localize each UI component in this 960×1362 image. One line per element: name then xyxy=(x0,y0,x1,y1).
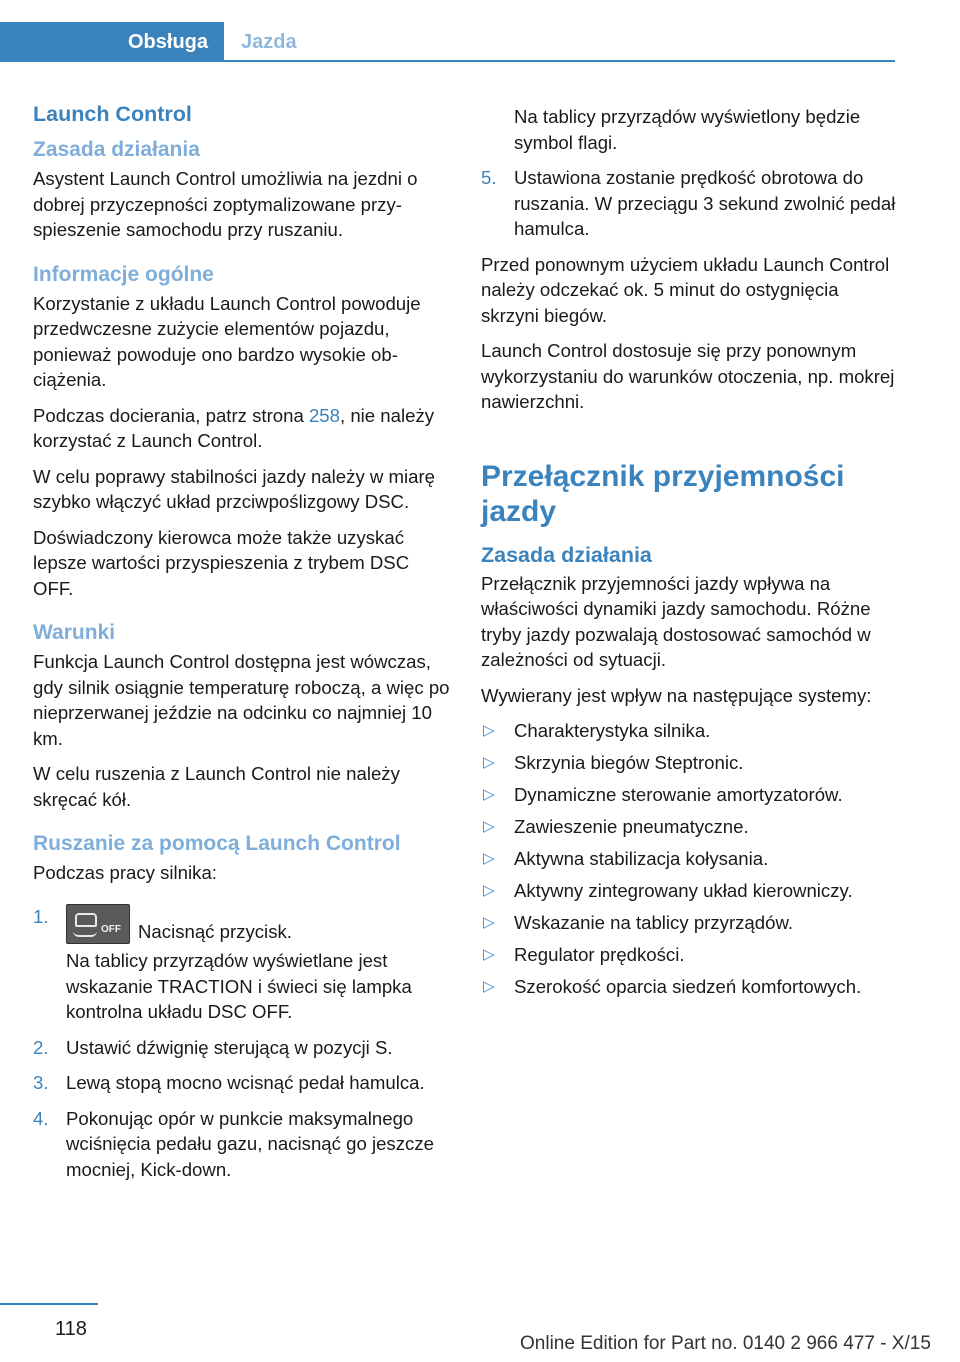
bullet-text: Zawieszenie pneumatyczne. xyxy=(514,816,749,837)
subheading-zasada: Zasada działania xyxy=(33,138,200,161)
paragraph: Doświadczony kierowca może także uzyskać lepsze wartości przyspieszenia z trybem DSC OFF. xyxy=(33,526,410,599)
step-text: Ustawić dźwignię sterującą w pozycji S. xyxy=(66,1036,393,1058)
list-item xyxy=(481,814,901,840)
step-text: Nacisnąć przycisk. xyxy=(138,920,292,942)
step-text: Lewą stopą mocno wcisnąć pedał hamulca. xyxy=(66,1072,425,1093)
tab-obsluga[interactable]: Obsługa xyxy=(0,22,224,62)
paragraph: Przełącznik przyjemności jazdy wpływa na właściwości dynamiki jazdy samochodu. Różne tryby jazdy pozwalają dostosować samochód w zależności od sytuacji. xyxy=(481,572,871,670)
list-item xyxy=(481,750,901,776)
left-column xyxy=(33,100,453,1192)
paragraph: Przed ponownym użyciem układu Launch Control należy odczekać ok. 5 minut do ostygnięcia skrzyni biegów. xyxy=(481,253,890,326)
subheading-warunki: Warunki xyxy=(33,621,116,644)
subheading-zasada-right: Zasada działania xyxy=(481,542,652,567)
subheading-informacje: Informacje ogólne xyxy=(33,262,214,286)
list-item xyxy=(33,1070,453,1096)
bullet-text: Szerokość oparcia siedzeń komfortowych. xyxy=(514,976,862,997)
step-number: 5. xyxy=(481,167,497,188)
triangle-bullet-icon: ▷ xyxy=(483,914,495,931)
footer-rule xyxy=(0,1303,98,1305)
step-text: Na tablicy przyrządów wyświetlony będzie symbol flagi. xyxy=(514,106,861,153)
triangle-bullet-icon: ▷ xyxy=(483,882,495,899)
bullet-text: Charakterystyka silnika. xyxy=(514,720,711,741)
list-item xyxy=(481,878,901,904)
list-item xyxy=(33,1035,453,1061)
bullet-text: Aktywna stabilizacja kołysania. xyxy=(514,848,769,869)
off-label: OFF xyxy=(101,923,121,935)
list-item xyxy=(481,846,901,872)
triangle-bullet-icon: ▷ xyxy=(483,978,495,995)
paragraph: Korzystanie z układu Launch Control powoduje przedwczesne zużycie elementów pojazdu, ponieważ powoduje ono bardzo wysokie obciążenia. xyxy=(33,292,421,390)
list-item xyxy=(481,782,901,808)
right-column xyxy=(481,104,901,1006)
skid-icon xyxy=(73,929,97,937)
list-item xyxy=(33,1106,453,1183)
step-number: 4. xyxy=(33,1107,49,1129)
triangle-bullet-icon: ▷ xyxy=(483,754,495,771)
triangle-bullet-icon: ▷ xyxy=(483,946,495,963)
footer-edition: Online Edition for Part no. 0140 2 966 477 - X/15 xyxy=(520,1333,931,1354)
paragraph: W celu poprawy stabilności jazdy należy w miarę szybko włączyć układ przciwpoślizgowy DSC. xyxy=(33,465,435,512)
paragraph: Funkcja Launch Control dostępna jest wówczas, gdy silnik osiągnie temperaturę roboczą, a więc po nieprzerwanej jeździe na odcinku co najmniej 10 km. xyxy=(33,651,450,749)
page-link-258[interactable]: 258 xyxy=(308,404,340,426)
step-text: Pokonując opór w punkcie maksymalnego wciśnięcia pedału gazu, nacisnąć go jeszcze mocniej, Kick-down. xyxy=(66,1107,434,1180)
list-item xyxy=(481,104,901,155)
triangle-bullet-icon: ▷ xyxy=(483,786,495,803)
list-item xyxy=(481,165,901,242)
bullet-text: Skrzynia biegów Steptronic. xyxy=(514,752,744,773)
step-number: 3. xyxy=(33,1072,49,1093)
steps-list-continued xyxy=(481,104,901,242)
triangle-bullet-icon: ▷ xyxy=(483,722,495,739)
list-item xyxy=(33,904,453,1025)
text: Podczas docierania, patrz strona xyxy=(33,404,309,426)
step-number: 2. xyxy=(33,1036,49,1058)
chapter-title: Przełącznik przyjemności jazdy xyxy=(481,459,845,528)
paragraph-with-link xyxy=(33,403,453,454)
text: , nie należy korzystać z Launch Control. xyxy=(33,404,435,451)
step-text: Ustawiona zostanie prędkość obrotowa do ruszania. W przeciągu 3 sekund zwolnić pedał hamulca. xyxy=(514,167,896,239)
paragraph: Asystent Launch Control umożliwia na jezdni o dobrej przyczepności zoptymalizowane przyspieszenie samochodu przy ruszaniu. xyxy=(33,168,418,240)
triangle-bullet-icon: ▷ xyxy=(483,850,495,867)
section-heading-launch-control: Launch Control xyxy=(33,102,192,126)
paragraph: Podczas pracy silnika: xyxy=(33,862,217,883)
subheading-ruszanie: Ruszanie za pomocą Launch Control xyxy=(33,832,401,855)
step-number: 1. xyxy=(33,905,49,927)
header-tabs xyxy=(0,22,895,62)
tab-underline xyxy=(224,60,895,62)
bullet-list xyxy=(481,718,901,1000)
step-note: Na tablicy przyrządów wyświetlane jest wskazanie TRACTION i świeci się lampka kontrolna układu DSC OFF. xyxy=(66,950,412,1022)
list-item xyxy=(481,910,901,936)
bullet-text: Wskazanie na tablicy przyrządów. xyxy=(514,912,794,933)
paragraph: Wywierany jest wpływ na następujące systemy: xyxy=(481,684,872,706)
page-number: 118 xyxy=(55,1318,87,1340)
tab-jazda[interactable]: Jazda xyxy=(241,30,297,53)
bullet-text: Dynamiczne sterowanie amortyzatorów. xyxy=(514,784,843,805)
dsc-off-button-icon xyxy=(66,904,130,944)
triangle-bullet-icon: ▷ xyxy=(483,818,495,835)
bullet-text: Regulator prędkości. xyxy=(514,944,685,965)
list-item xyxy=(481,942,901,968)
bullet-text: Aktywny zintegrowany układ kierowniczy. xyxy=(514,880,853,901)
paragraph: W celu ruszenia z Launch Control nie należy skręcać kół. xyxy=(33,763,400,810)
car-icon xyxy=(75,913,97,927)
list-item xyxy=(481,718,901,744)
list-item xyxy=(481,974,901,1000)
steps-list xyxy=(33,904,453,1183)
paragraph: Launch Control dostosuje się przy ponownym wykorzystaniu do warunków otoczenia, np. mokrej nawierzchni. xyxy=(481,340,895,412)
